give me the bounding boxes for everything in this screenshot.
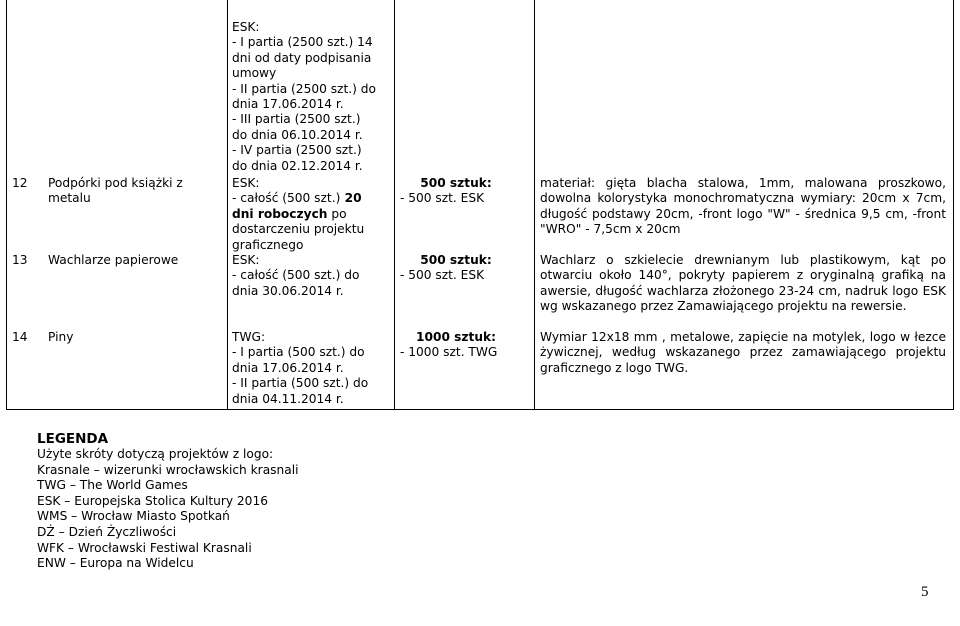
row-14-terms — [232, 330, 368, 407]
table-right-border — [953, 0, 954, 409]
top-line: dni od daty podpisania — [232, 50, 372, 65]
row-12-quantity — [400, 176, 512, 207]
description-text: Wymiar 12x18 mm , metalowe, zapięcie na motylek, logo w łezce żywicznej, według wskazanego przez zamawiającego projektu graficznego z logo TWG. — [540, 330, 946, 375]
description-text: Wachlarz o szkielecie drewnianym lub plastikowym, kąt po otwarciu około 140°, pokryty papierem z oryginalną grafiką na awersie, długość wachlarza złożonego 23-24 cm, nadruk logo ESK wg wskazanego przez Zamawiającego projektu na rewersie. — [540, 253, 946, 314]
top-line: do dnia 06.10.2014 r. — [232, 127, 363, 142]
row-12-name — [48, 176, 183, 207]
legend-item: TWG – The World Games — [37, 478, 188, 493]
terms-line — [232, 207, 364, 222]
description-text: materiał: gięta blacha stalowa, 1mm, malowana proszkowo, dowolna kolorystyka monochromatyczna wymiary: 20cm x 7cm, długość podstawy 20cm, -front logo "W" - średnica 9,5 cm, -front "WRO" - 7,5cm x 20cm — [540, 176, 946, 237]
terms-line: - całość (500 szt.) do — [232, 268, 360, 283]
terms-line: - II partia (500 szt.) do — [232, 376, 369, 391]
item-name-line: Podpórki pod książki z — [48, 176, 183, 190]
row-13-terms — [232, 253, 359, 299]
terms-line: dnia 04.11.2014 r. — [232, 391, 344, 406]
row-13-name — [48, 253, 178, 268]
legend-item: WMS – Wrocław Miasto Spotkań — [37, 509, 230, 524]
quantity-detail: - 500 szt. ESK — [400, 268, 485, 283]
terms-line: TWG: — [232, 330, 266, 344]
row-14-number: 14 — [12, 330, 28, 344]
terms-line — [232, 191, 364, 206]
table-divider-2 — [394, 0, 395, 409]
legend-item: WFK – Wrocławski Festiwal Krasnali — [37, 540, 252, 555]
terms-text: po — [327, 206, 347, 221]
terms-line: dnia 30.06.2014 r. — [232, 283, 344, 298]
top-terms-block — [232, 20, 376, 174]
page-number: 5 — [921, 584, 929, 600]
legend-item: ENW – Europa na Widelcu — [37, 556, 194, 571]
quantity-detail: - 500 szt. ESK — [400, 191, 485, 206]
quantity-heading: 1000 sztuk: — [416, 330, 496, 344]
row-14-name — [48, 330, 73, 345]
row-12-number: 12 — [12, 176, 28, 190]
terms-bold: 20 — [340, 191, 362, 206]
table-left-border — [6, 0, 7, 409]
row-13-quantity — [400, 253, 512, 284]
legend-intro: Użyte skróty dotyczą projektów z logo: — [37, 447, 274, 461]
row-14-description — [540, 330, 946, 376]
top-line: do dnia 02.12.2014 r. — [232, 158, 363, 173]
top-line: - II partia (2500 szt.) do — [232, 81, 376, 96]
row-14-quantity — [400, 330, 512, 361]
top-line: - III partia (2500 szt.) — [232, 112, 361, 127]
item-name-line: metalu — [48, 191, 91, 206]
legend-title: LEGENDA — [37, 431, 109, 447]
terms-line: dostarczeniu projektu — [232, 222, 365, 237]
top-line: dnia 17.06.2014 r. — [232, 97, 344, 112]
row-12-terms — [232, 176, 364, 253]
top-line: - I partia (2500 szt.) 14 — [232, 35, 373, 50]
table-divider-3 — [534, 0, 535, 409]
terms-line: graficznego — [232, 237, 304, 252]
terms-line: dnia 17.06.2014 r. — [232, 360, 344, 375]
item-name-line: Wachlarze papierowe — [48, 253, 179, 267]
terms-line: ESK: — [232, 253, 260, 267]
terms-line: - I partia (500 szt.) do — [232, 345, 365, 360]
terms-line: ESK: — [232, 176, 260, 190]
legend-item: DŻ – Dzień Życzliwości — [37, 524, 177, 539]
item-name-line: Piny — [48, 330, 74, 344]
row-13-number: 13 — [12, 253, 28, 267]
terms-text: - całość (500 szt.) — [232, 191, 341, 206]
quantity-detail: - 1000 szt. TWG — [400, 345, 498, 360]
top-line: - IV partia (2500 szt.) — [232, 143, 362, 158]
row-13-description — [540, 253, 946, 315]
legend — [37, 431, 298, 572]
legend-item: Krasnale – wizerunki wrocławskich krasnali — [37, 462, 299, 477]
legend-item: ESK – Europejska Stolica Kultury 2016 — [37, 493, 268, 508]
table-bottom-border — [6, 409, 954, 410]
top-line: umowy — [232, 66, 277, 81]
top-line: ESK: — [232, 20, 260, 34]
quantity-heading: 500 sztuk: — [420, 253, 492, 267]
terms-bold: dni roboczych — [232, 206, 328, 221]
row-12-description — [540, 176, 946, 238]
quantity-heading: 500 sztuk: — [420, 176, 492, 190]
table-divider-1 — [227, 0, 228, 409]
